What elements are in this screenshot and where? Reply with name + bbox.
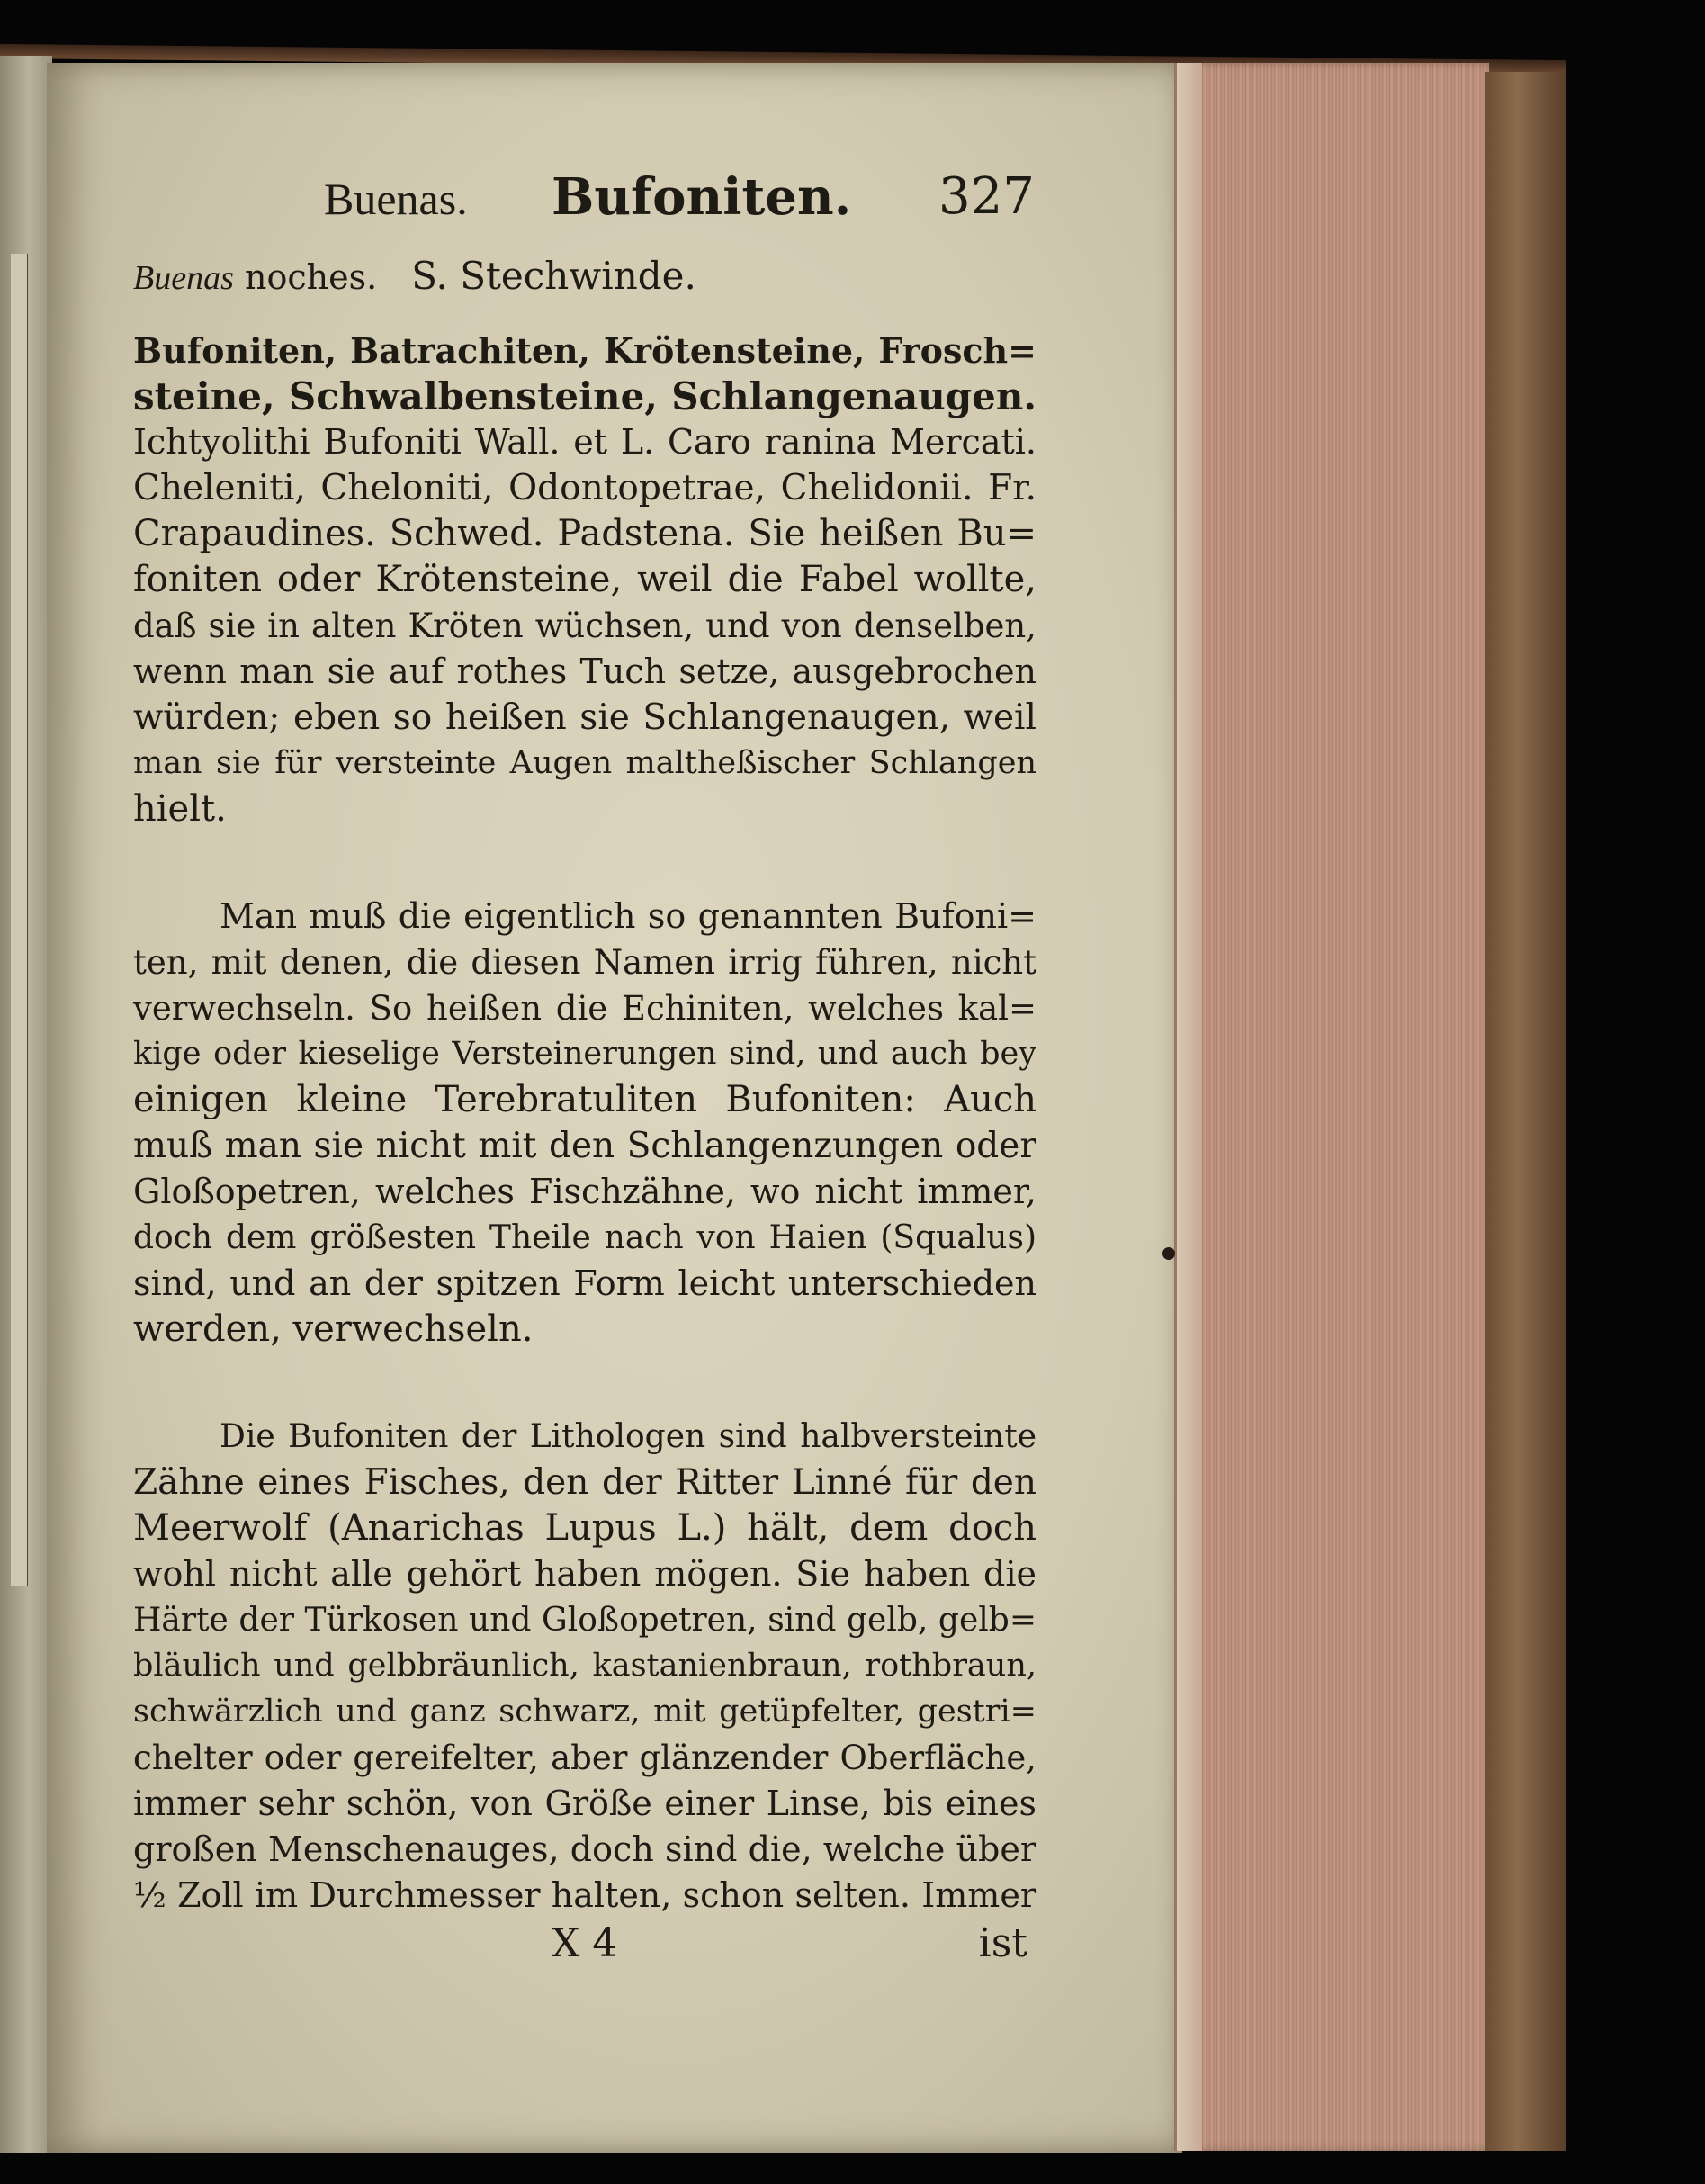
- signature-mark: X 4: [552, 1920, 618, 1966]
- text-line: man sie für versteinte Augen maltheßischer Schlangen: [133, 745, 1036, 781]
- running-head-left: Buenas.: [324, 174, 468, 224]
- text-line: werden, verwechseln.: [133, 1308, 534, 1350]
- page-text: [133, 155, 1036, 1973]
- text-line: wohl nicht alle gehört haben mögen. Sie haben die: [133, 1554, 1036, 1594]
- text-line: würden; eben so heißen sie Schlangenaugen, weil: [133, 697, 1036, 738]
- text-line: Die Bufoniten der Lithologen sind halbversteinte: [220, 1418, 1036, 1455]
- ink-spot: [1162, 1247, 1175, 1260]
- text-line: Zähne eines Fisches, den der Ritter Linné für den: [133, 1462, 1036, 1503]
- text-line: wenn man sie auf rothes Tuch setze, ausgebrochen: [133, 652, 1036, 691]
- text-line: kige oder kieselige Versteinerungen sind, und auch bey: [133, 1036, 1036, 1072]
- text-line: Cheleniti, Cheloniti, Odontopetrae, Chelidonii. Fr.: [133, 468, 1036, 508]
- text-line: hielt.: [133, 788, 227, 830]
- text-line: immer sehr schön, von Größe einer Linse, bis eines: [133, 1784, 1036, 1823]
- text-line: verwechseln. So heißen die Echiniten, welches kal=: [133, 989, 1036, 1028]
- paragraph-2: [133, 894, 1036, 1353]
- entry-headword-rest: noches.: [244, 257, 378, 297]
- text-line: großen Menschenauges, doch sind die, welche über: [133, 1829, 1036, 1869]
- text-line: doch dem größesten Theile nach von Haien (Squalus): [133, 1219, 1036, 1256]
- text-line: Härte der Türkosen und Gloßopetren, sind gelb, gelb=: [133, 1602, 1036, 1639]
- catchword: ist: [978, 1920, 1027, 1966]
- text-line: bläulich und gelbbräunlich, kastanienbraun, rothbraun,: [133, 1648, 1036, 1684]
- text-line: Ichtyolithi Bufoniti Wall. et L. Caro ranina Mercati.: [133, 422, 1036, 462]
- previous-page-margin: [11, 254, 28, 1586]
- running-head-title: Bufoniten.: [552, 167, 852, 227]
- text-line: daß sie in alten Kröten wüchsen, und von denselben,: [133, 607, 1036, 645]
- previous-page-edge: [0, 56, 52, 2153]
- text-line: sind, und an der spitzen Form leicht unterschieden: [133, 1263, 1036, 1303]
- text-line: Man muß die eigentlich so genannten Bufoni=: [220, 896, 1036, 936]
- entry-buenas: [133, 245, 1036, 308]
- entry-headword: Buenas: [133, 259, 234, 297]
- page-fore-edge: [1174, 63, 1489, 2151]
- text-line: ½ Zoll im Durchmesser halten, schon selten. Immer: [133, 1875, 1036, 1915]
- page-number: 327: [938, 167, 1035, 226]
- text-line: muß man sie nicht mit den Schlangenzungen oder: [133, 1126, 1036, 1166]
- text-line: ten, mit denen, die diesen Namen irrig führen, nicht: [133, 943, 1036, 982]
- book-cover-right: [1485, 72, 1566, 2151]
- text-line: einigen kleine Terebratuliten Bufoniten: Auch: [133, 1079, 1036, 1120]
- text-line: Crapaudines. Schwed. Padstena. Sie heißen Bu=: [133, 513, 1036, 554]
- page-fore-edge-highlight: [1177, 63, 1202, 2151]
- running-head: [133, 155, 1036, 236]
- text-line: schwärzlich und ganz schwarz, mit getüpfelter, gestri=: [133, 1694, 1036, 1730]
- text-line: Gloßopetren, welches Fischzähne, wo nicht immer,: [133, 1172, 1036, 1211]
- paragraph-3: [133, 1414, 1036, 1919]
- text-line: chelter oder gereifelter, aber glänzender Oberfläche,: [133, 1739, 1036, 1777]
- text-line: steine, Schwalbensteine, Schlangenaugen.: [133, 374, 1036, 418]
- paragraph-1: [133, 328, 1036, 832]
- entry-cross-reference: S. Stechwinde.: [411, 254, 696, 298]
- text-line: Bufoniten, Batrachiten, Krötensteine, Frosch=: [133, 330, 1036, 371]
- page-footer: [133, 1919, 1036, 1973]
- text-line: Meerwolf (Anarichas Lupus L.) hält, dem doch: [133, 1507, 1036, 1549]
- text-line: foniten oder Krötensteine, weil die Fabel wollte,: [133, 559, 1036, 600]
